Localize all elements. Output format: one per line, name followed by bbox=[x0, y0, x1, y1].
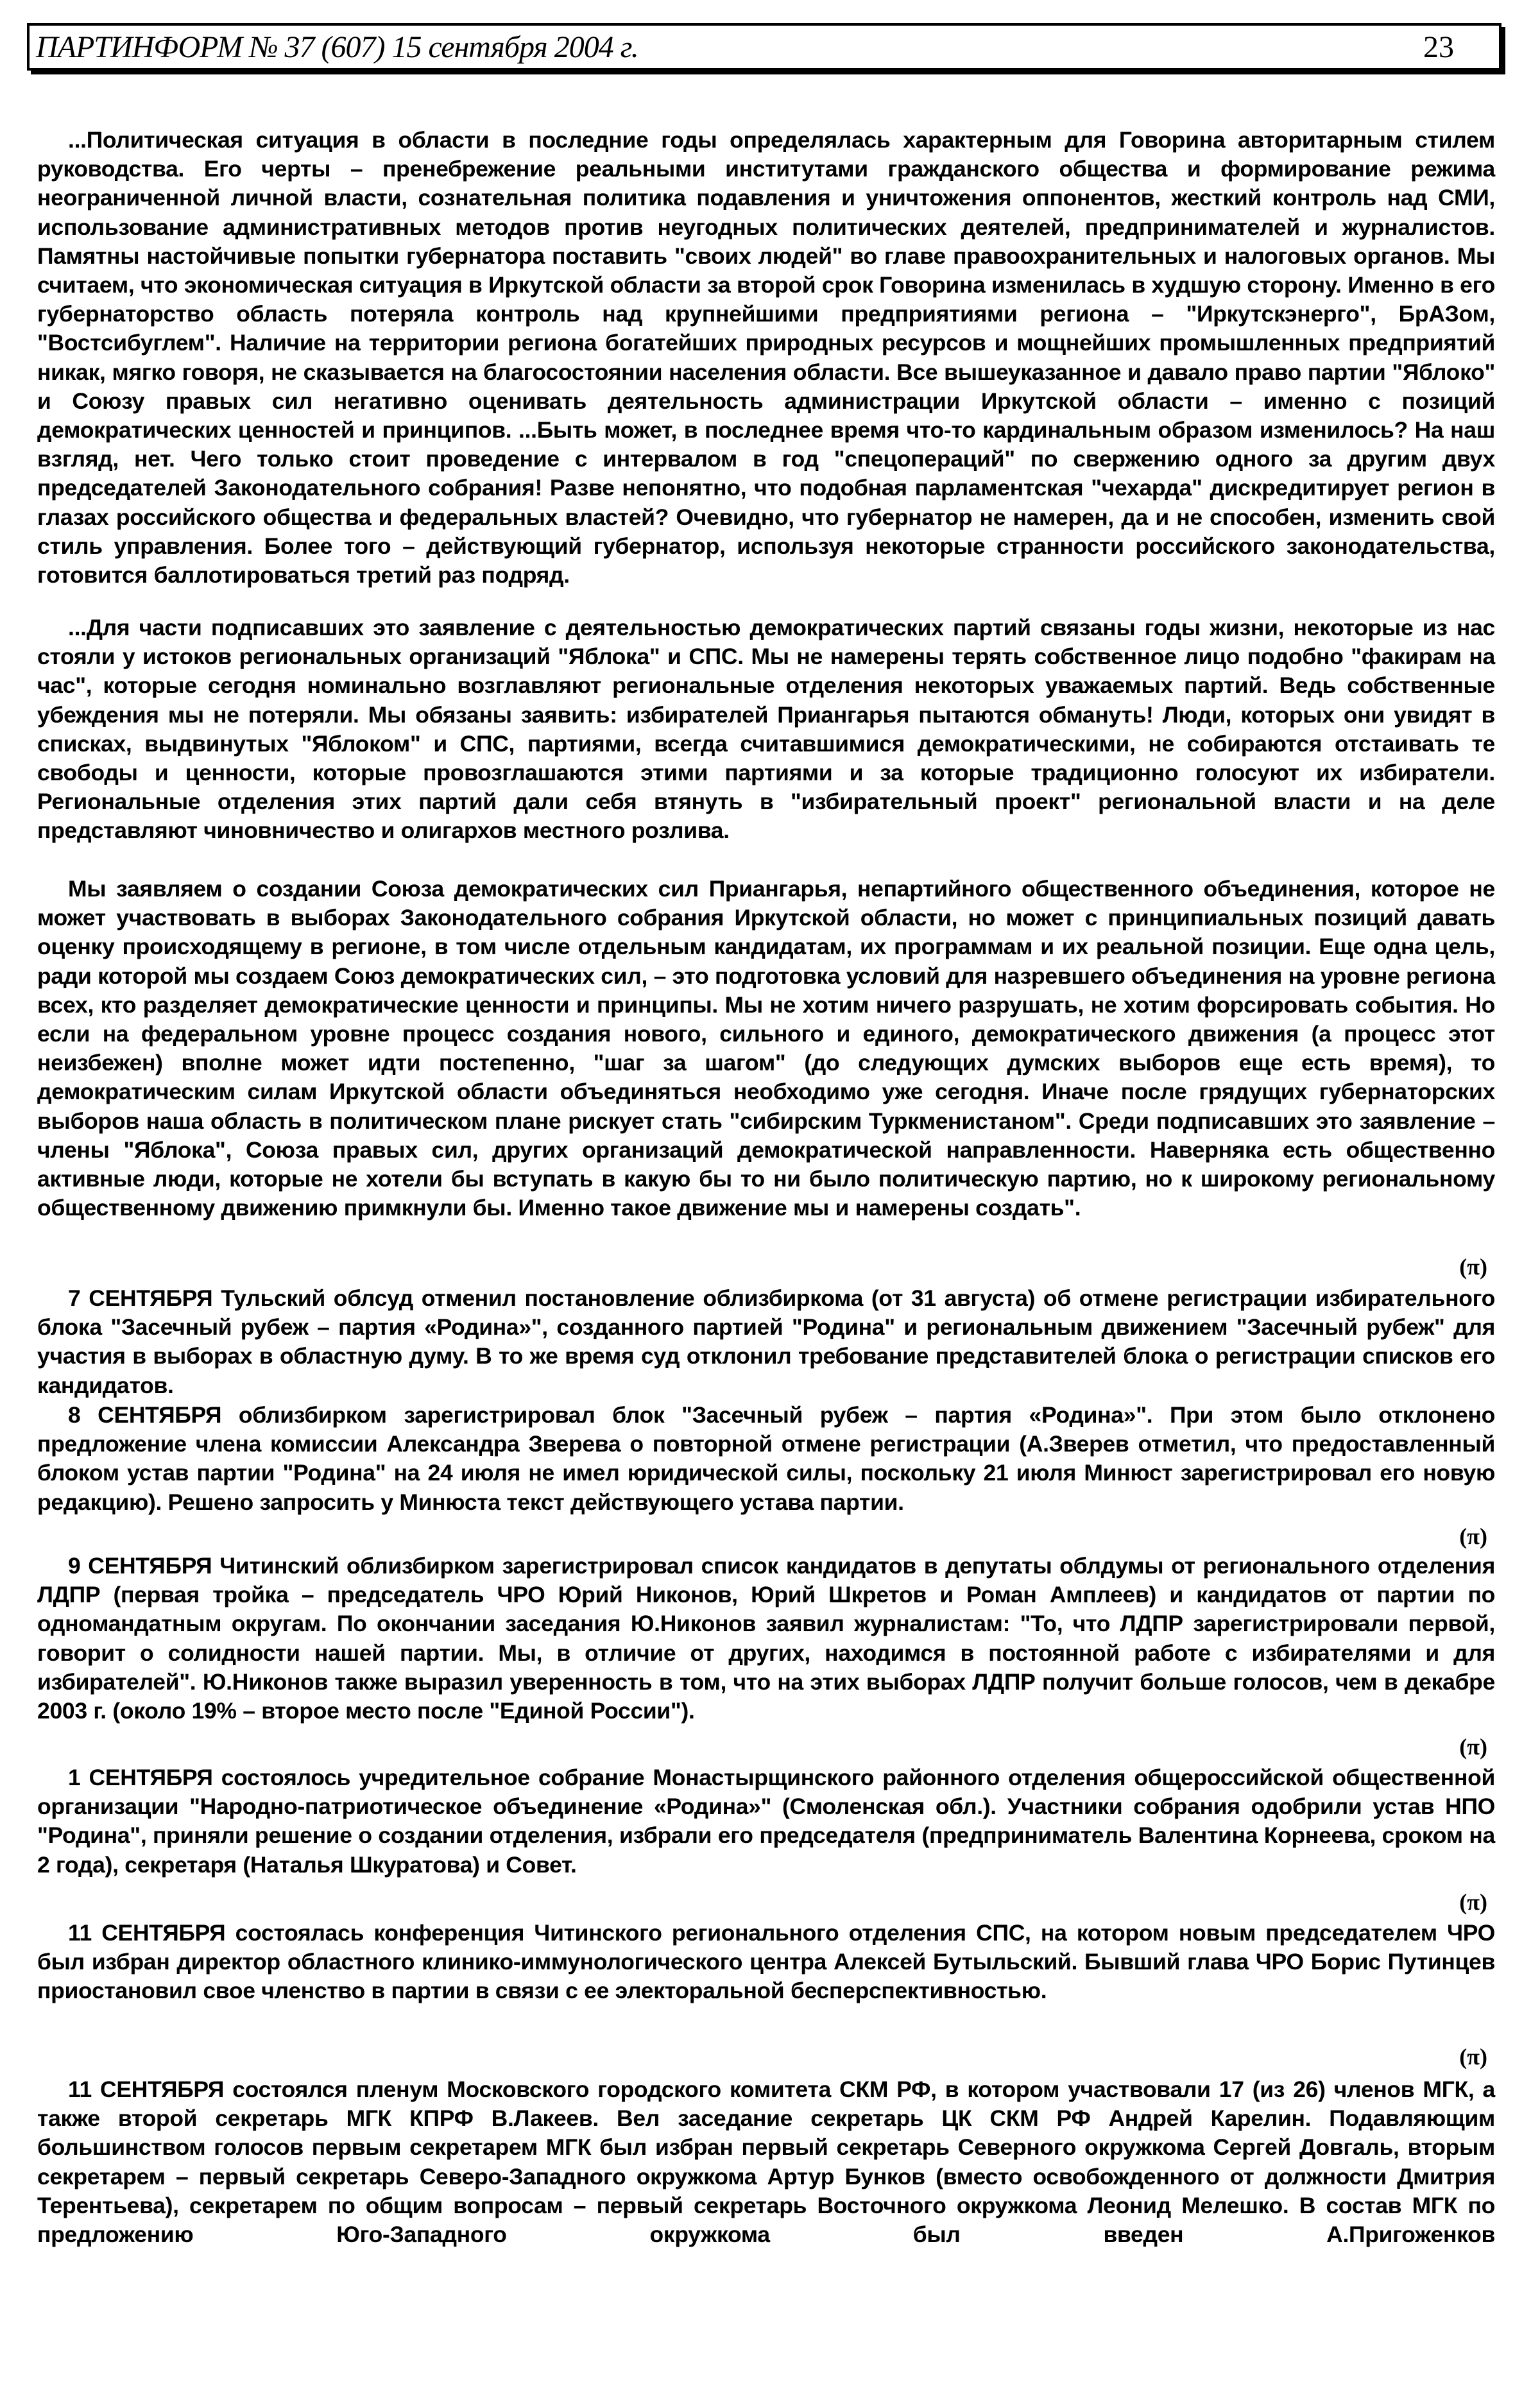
source-mark: (π) bbox=[1459, 1889, 1487, 1915]
source-mark: (π) bbox=[1459, 1523, 1487, 1549]
article-paragraph: ...Политическая ситуация в области в последние годы определялась характерным для Говорина авторитарным стилем руководства. Его черты – пренебрежение реальными институтами гражданского общества и формирование режима неограниченной личной власти, сознательная политика подавления и уничтожения оппонентов, жесткий контроль над СМИ, использование административных методов против неугодных политических деятелей, предпринимателей и журналистов. Памятны настойчивые попытки губернатора поставить "своих людей" во главе правоохранительных и налоговых органов. Мы считаем, что экономическая ситуация в Иркутской области за второй срок Говорина изменилась в худшую сторону. Именно в его губернаторство область потеряла контроль над крупнейшими предприятиями региона – "Иркутскэнерго", БрАЗом, "Востсибуглем". Наличие на территории региона богатейших природных ресурсов и мощнейших промышленных предприятий никак, мягко говоря, не сказывается на благосостоянии населения области. Все вышеуказанное и давало право партии "Яблоко" и Союзу правых сил негативно оценивать деятельность администрации Иркутской области – именно с позиций демократических ценностей и принципов. ...Быть может, в последнее время что-то кардинальным образом изменилось? На наш взгляд, нет. Чего только стоит проведение с интервалом в год "спецопераций" по свержению одного за другим двух председателей Законодательного собрания! Разве непонятно, что подобная парламентская "чехарда" дискредитирует регион в глазах российского общества и федеральных властей? Очевидно, что губернатор не намерен, да и не способен, изменить свой стиль управления. Более того – действующий губернатор, используя некоторые странности российского законодательства, готовится баллотироваться третий раз подряд. bbox=[37, 127, 1495, 588]
source-mark: (π) bbox=[1459, 1734, 1487, 1760]
source-mark: (π) bbox=[1459, 1254, 1487, 1280]
news-item: 11 СЕНТЯБРЯ состоялся пленум Московского городского комитета СКМ РФ, в котором участвовали 17 (из 26) членов МГК, а также второй секретарь МГК КПРФ В.Лакеев. Вел заседание секретарь ЦК СКМ РФ Андрей Карелин. Подавляющим большинством голосов первым секретарем МГК был избран первый секретарь Северного окружкома Сергей Довгаль, вторым секретарем – первый секретарь Северо-Западного окружкома Артур Бунков (вместо освобожденного от должности Дмитрия Терентьева), секретарем по общим вопросам – первый секретарь Восточного окружкома Леонид Мелешко. В состав МГК по предложению Юго-Западного окружкома был введен А.Пригоженков bbox=[37, 2077, 1495, 2248]
page-number: 23 bbox=[1423, 30, 1454, 64]
article-paragraph: Мы заявляем о создании Союза демократических сил Приангарья, непартийного общественного объединения, которое не может участвовать в выборах Законодательного собрания Иркутской области, но может с принципиальных позиций давать оценку происходящему в регионе, в том числе отдельным кандидатам, их программам и их реальной позиции. Еще одна цель, ради которой мы создаем Союз демократических сил, – это подготовка условий для назревшего объединения на уровне региона всех, кто разделяет демократические ценности и принципы. Мы не хотим ничего разрушать, не хотим форсировать события. Но если на федеральном уровне процесс создания нового, сильного и единого, демократического движения (а процесс этот неизбежен) вполне может идти постепенно, "шаг за шагом" (до следующих думских выборов еще есть время), то демократическим силам Иркутской области объединяться необходимо уже сегодня. Иначе после грядущих губернаторских выборов наша область в политическом плане рискует стать "сибирским Туркменистаном". Среди подписавших это заявление – члены "Яблока", Союза правых сил, других организаций демократической направленности. Наверняка есть общественно активные люди, которые не хотели бы вступать в какую бы то ни было политическую партию, но к широкому региональному общественному движению примкнули бы. Именно такое движение мы и намерены создать". bbox=[37, 876, 1495, 1221]
page-header bbox=[27, 23, 1502, 71]
source-mark: (π) bbox=[1459, 2044, 1487, 2069]
publication-title: ПАРТИНФОРМ № 37 (607) 15 сентября 2004 г. bbox=[36, 30, 638, 64]
news-item: 9 СЕНТЯБРЯ Читинский облизбирком зарегистрировал список кандидатов в депутаты облдумы от регионального отделения ЛДПР (первая тройка – председатель ЧРО Юрий Никонов, Юрий Шкретов и Роман Амплеев) и кандидатов от партии по одномандатным округам. По окончании заседания Ю.Никонов заявил журналистам: "То, что ЛДПР зарегистрировали первой, говорит о солидности нашей партии. Мы, в отличие от других, находимся в постоянной работе с избирателями и для избирателей". Ю.Никонов также выразил уверенность в том, что на этих выборах ЛДПР получит больше голосов, чем в декабре 2003 г. (около 19% – второе место после "Единой России"). bbox=[37, 1553, 1495, 1724]
article-paragraph: ...Для части подписавших это заявление с деятельностью демократических партий связаны годы жизни, некоторые из нас стояли у истоков региональных организаций "Яблока" и СПС. Мы не намерены терять собственное лицо подобно "факирам на час", которые сегодня номинально возглавляют региональные отделения некоторых уважаемых партий. Ведь собственные убеждения мы не потеряли. Мы обязаны заявить: избирателей Приангарья пытаются обмануть! Люди, которых они увидят в списках, выдвинутых "Яблоком" и СПС, партиями, всегда считавшимися демократическими, не собираются отстаивать те свободы и ценности, которые провозглашаются этими партиями и за которые традиционно голосуют их избиратели. Региональные отделения этих партий дали себя втянуть в "избирательный проект" региональной власти и на деле представляют чиновничество и олигархов местного розлива. bbox=[37, 615, 1495, 844]
news-item: 11 СЕНТЯБРЯ состоялась конференция Читинского регионального отделения СПС, на котором новым председателем ЧРО был избран директор областного клинико-иммунологического центра Алексей Бутыльский. Бывший глава ЧРО Борис Путинцев приостановил свое членство в партии в связи с ее электоральной бесперспективностью. bbox=[37, 1920, 1495, 2004]
news-item: 8 СЕНТЯБРЯ облизбирком зарегистрировал блок "Засечный рубеж – партия «Родина»". При этом было отклонено предложение члена комиссии Александра Зверева о повторной отмене регистрации (А.Зверев отметил, что предоставленный блоком устав партии "Родина" на 24 июля не имел юридической силы, поскольку 21 июля Минюст зарегистрировал его новую редакцию). Решено запросить у Минюста текст действующего устава партии. bbox=[37, 1402, 1495, 1515]
news-item: 7 СЕНТЯБРЯ Тульский облсуд отменил постановление облизбиркома (от 31 августа) об отмене регистрации избирательного блока "Засечный рубеж – партия «Родина»", созданного партией "Родина" и региональным движением "Засечный рубеж" для участия в выборах в областную думу. В то же время суд отклонил требование представителей блока о регистрации списков его кандидатов. bbox=[37, 1285, 1495, 1398]
news-item: 1 СЕНТЯБРЯ состоялось учредительное собрание Монастырщинского районного отделения общероссийской общественной организации "Народно-патриотическое объединение «Родина»" (Смоленская обл.). Участники собрания одобрили устав НПО "Родина", приняли решение о создании отделения, избрали его председателя (предприниматель Валентина Корнеева, сроком на 2 года), секретаря (Наталья Шкуратова) и Совет. bbox=[37, 1765, 1495, 1878]
